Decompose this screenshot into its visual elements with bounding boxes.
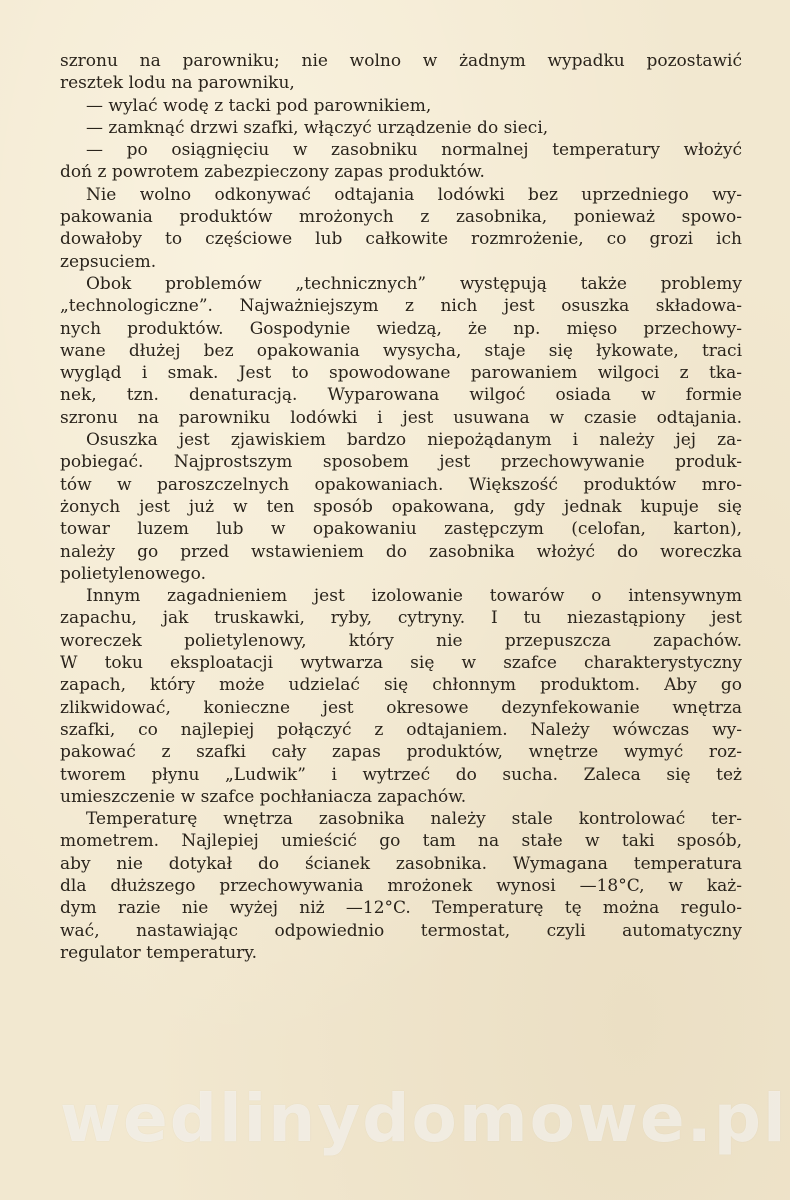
text-line: Nie wolno odkonywać odtajania lodówki bez uprzedniego wy- (86, 184, 742, 205)
text-line: zapach, który może udzielać się chłonnym produktom. Aby go (60, 675, 742, 696)
text-line: Osuszka jest zjawiskiem bardzo niepożądanym i należy jej za- (86, 430, 742, 451)
text-line: umieszczenie w szafce pochłaniacza zapachów. (60, 786, 467, 807)
text-line: wać, nastawiając odpowiednio termostat, czyli automatyczny (60, 920, 742, 941)
text-line: mometrem. Najlepiej umieścić go tam na stałe w taki sposób, (60, 831, 742, 852)
text-line: nych produktów. Gospodynie wiedzą, że np. mięso przechowy- (60, 318, 742, 339)
text-line: pobiegać. Najprostszym sposobem jest przechowywanie produk- (60, 452, 742, 473)
text-line: — wylać wodę z tacki pod parownikiem, (86, 95, 432, 116)
text-line: pakować z szafki cały zapas produktów, wnętrze wymyć roz- (60, 742, 742, 763)
body-text (60, 50, 742, 964)
text-line: szafki, co najlepiej połączyć z odtajaniem. Należy wówczas wy- (60, 719, 742, 740)
text-line: tów w paroszczelnych opakowaniach. Większość produktów mro- (60, 474, 742, 495)
text-line: aby nie dotykał do ścianek zasobnika. Wymagana temperatura (60, 853, 742, 874)
text-line: Innym zagadnieniem jest izolowanie towarów o intensywnym (86, 586, 742, 607)
text-line: — zamknąć drzwi szafki, włączyć urządzenie do sieci, (86, 117, 549, 138)
text-line: dla dłuższego przechowywania mrożonek wynosi —18°C, w każ- (60, 875, 742, 896)
text-line: wygląd i smak. Jest to spowodowane parowaniem wilgoci z tka- (60, 363, 742, 384)
text-line: zlikwidować, konieczne jest okresowe dezynfekowanie wnętrza (60, 697, 742, 718)
text-line: woreczek polietylenowy, który nie przepuszcza zapachów. (60, 630, 742, 651)
watermark: wedlinydomowe.pl (60, 1080, 788, 1157)
text-line: doń z powrotem zabezpieczony zapas produktów. (60, 162, 485, 183)
text-line: polietylenowego. (60, 563, 207, 584)
text-line: dowałoby to częściowe lub całkowite rozmrożenie, co grozi ich (60, 229, 742, 250)
text-line: W toku eksploatacji wytwarza się w szafce charakterystyczny (60, 653, 742, 674)
text-line: szronu na parowniku lodówki i jest usuwana w czasie odtajania. (60, 407, 742, 428)
text-line: zepsuciem. (60, 251, 157, 272)
text-line: towar luzem lub w opakowaniu zastępczym (celofan, karton), (60, 519, 742, 540)
text-line: zapachu, jak truskawki, ryby, cytryny. I tu niezastąpiony jest (60, 608, 742, 629)
text-line: Temperaturę wnętrza zasobnika należy stale kontrolować ter- (86, 809, 742, 830)
text-line: szronu na parowniku; nie wolno w żadnym wypadku pozostawić (60, 51, 742, 71)
text-line: tworem płynu „Ludwik” i wytrzeć do sucha. Zaleca się też (60, 764, 742, 785)
text-line: nek, tzn. denaturacją. Wyparowana wilgoć osiada w formie (60, 385, 742, 406)
text-line: „technologiczne”. Najważniejszym z nich jest osuszka składowa- (60, 296, 742, 317)
text-line: regulator temperatury. (60, 942, 258, 963)
text-line: wane dłużej bez opakowania wysycha, staje się łykowate, traci (60, 340, 742, 361)
text-line: dym razie nie wyżej niż —12°C. Temperaturę tę można regulo- (60, 898, 742, 919)
text-line: Obok problemów „technicznych” występują także problemy (86, 273, 742, 294)
text-line: należy go przed wstawieniem do zasobnika włożyć do woreczka (60, 541, 742, 562)
text-line: resztek lodu na parowniku, (60, 73, 295, 94)
text-line: żonych jest już w ten sposób opakowana, gdy jednak kupuje się (60, 496, 742, 517)
text-line: — po osiągnięciu w zasobniku normalnej temperatury włożyć (86, 140, 742, 161)
text-line: pakowania produktów mrożonych z zasobnika, ponieważ spowo- (60, 207, 742, 228)
